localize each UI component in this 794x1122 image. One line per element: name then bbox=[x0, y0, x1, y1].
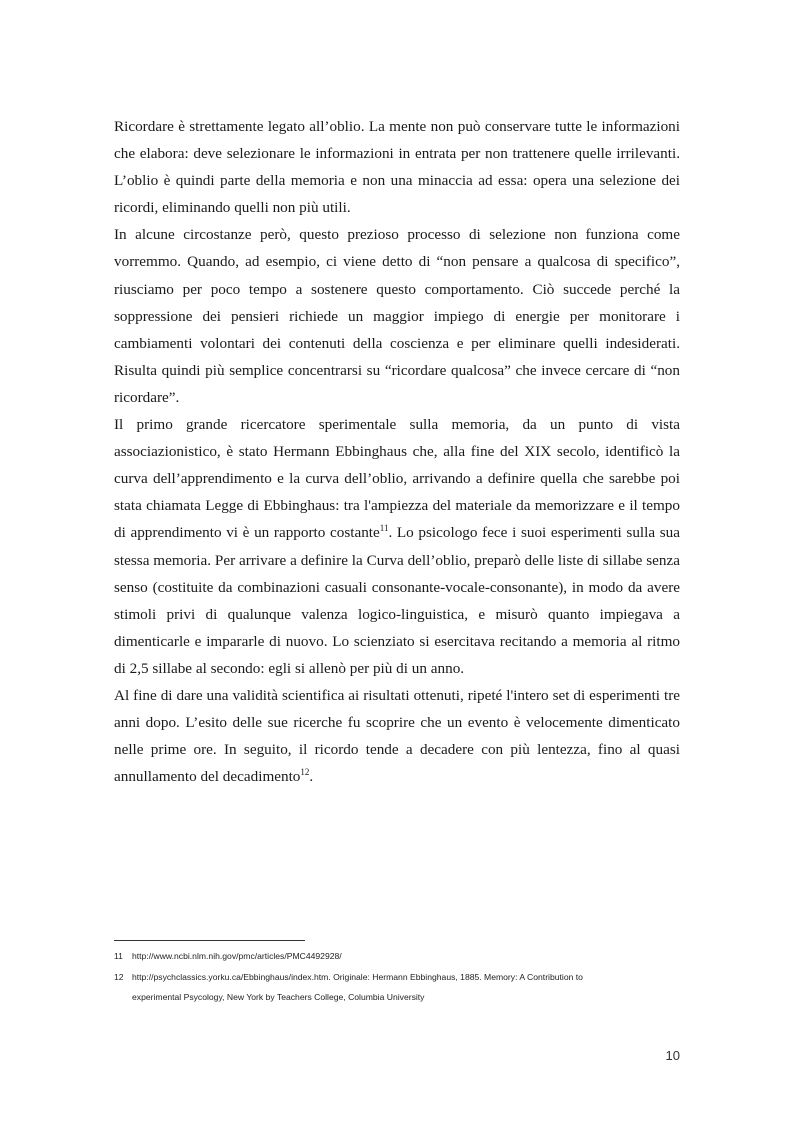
paragraph-ebbinghaus bbox=[114, 411, 680, 682]
footnote-link[interactable]: http://www.ncbi.nlm.nih.gov/pmc/articles/PMC4492928/ bbox=[132, 951, 342, 961]
paragraph-oblivion-intro: Ricordare è strettamente legato all’oblio. La mente non può conservare tutte le informazioni che elabora: deve selezionare le informazioni in entrata per non trattenere quelle irrilevanti. L’oblio è quindi parte della memoria e non una minaccia ad essa: opera una selezione dei ricordi, eliminando quelli non più utili. bbox=[114, 118, 680, 217]
footnotes bbox=[114, 946, 680, 1008]
paragraph-ebbinghaus-text-b: . Lo psicologo fece i suoi esperimenti sulla sua stessa memoria. Per arrivare a definire la Curva dell’oblio, preparò delle liste di sillabe senza senso (costituite da combinazioni casuali consonante-vocale-consonante), in modo da avere stimoli privi di qualunque valenza logico-linguistica, e misurò quanto impiegava a dimenticarle e impararle di nuovo. Lo scienziato si esercitava recitando a memoria al ritmo di 2,5 sillabe al secondo: egli si allenò per più di un anno. bbox=[114, 524, 680, 677]
footnote-number: 11 bbox=[114, 951, 123, 961]
footnote-link[interactable]: http://psychclassics.yorku.ca/Ebbinghaus/index.htm. Originale: Hermann Ebbinghaus, 1885. Memory: A Contribution to bbox=[132, 971, 583, 982]
footnote-11 bbox=[114, 946, 680, 967]
footnote-ref-12[interactable]: 12 bbox=[300, 767, 310, 778]
footnote-number: 12 bbox=[114, 971, 124, 982]
page-number: 10 bbox=[665, 1048, 680, 1063]
paragraph-selection-process: In alcune circostanze però, questo prezioso processo di selezione non funziona come vorremmo. Quando, ad esempio, ci viene detto di “non pensare a qualcosa di specifico”, riusciamo per poco tempo a sostenere questo comportamento. Ciò succede perché la soppressione dei pensieri richiede un maggior impiego di energie per monitorare i cambiamenti volontari dei contenuti della coscienza e per eliminare quelli indesiderati. Risulta quindi più semplice concentrarsi su “ricordare qualcosa” che invece cercare di “non ricordare”. bbox=[114, 226, 680, 406]
paragraph-results-text-b: . bbox=[309, 768, 314, 786]
footnote-divider bbox=[114, 940, 305, 941]
footnote-ref-11[interactable]: 11 bbox=[379, 523, 389, 534]
footnote-12-continuation: experimental Psycology, New York by Teachers College, Columbia University bbox=[132, 992, 425, 1002]
body-text bbox=[114, 113, 680, 790]
footnote-12 bbox=[114, 967, 680, 988]
paragraph-results-text-a: Al fine di dare una validità scientifica ai risultati ottenuti, ripeté l'intero set di esperimenti tre anni dopo. L’esito delle sue ricerche fu scoprire che un evento è velocemente dimenticato nelle prime ore. In seguito, il ricordo tende a decadere con più lentezza, fino al quasi annullamento del decadimento bbox=[114, 686, 680, 786]
paragraph-ebbinghaus-text-a: Il primo grande ricercatore sperimentale sulla memoria, da un punto di vista associazionistico, è stato Hermann Ebbinghaus che, alla fine del XIX secolo, identificò la curva dell’apprendimento e la curva dell’oblio, arrivando a definire quella che sarebbe poi stata chiamata Legge di Ebbinghaus: tra l'ampiezza del materiale da memorizzare e il tempo di apprendimento vi è un rapporto costante bbox=[114, 416, 680, 542]
paragraph-results bbox=[114, 682, 680, 790]
